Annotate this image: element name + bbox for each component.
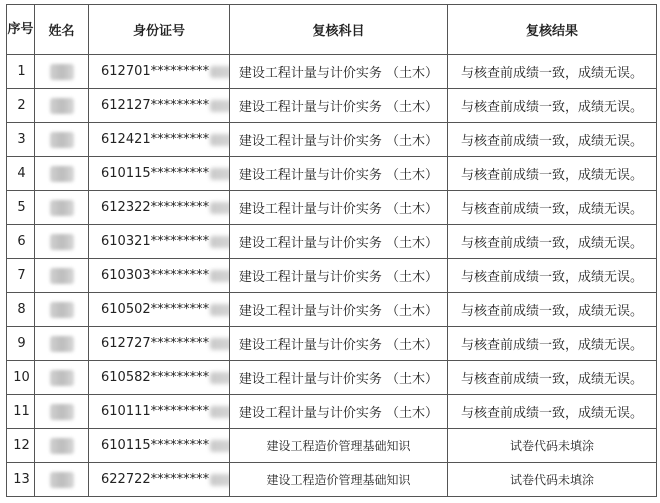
row-subject: 建设工程计量与计价实务 （土木） — [230, 259, 448, 293]
row-id-text: 612322********* — [101, 200, 210, 215]
row-seq: 2 — [7, 89, 35, 123]
row-name — [35, 89, 89, 123]
row-subject: 建设工程计量与计价实务 （土木） — [230, 89, 448, 123]
row-result: 与核查前成绩一致，成绩无误。 — [448, 361, 657, 395]
table-row — [7, 123, 657, 157]
table-row — [7, 429, 657, 463]
table-row — [7, 327, 657, 361]
redacted-id-suffix — [210, 440, 229, 452]
row-name — [35, 463, 89, 497]
row-result: 试卷代码未填涂 — [448, 463, 657, 497]
row-result: 试卷代码未填涂 — [448, 429, 657, 463]
row-id — [89, 395, 230, 429]
row-subject: 建设工程造价管理基础知识 — [230, 463, 448, 497]
row-id-text: 610321********* — [101, 234, 210, 249]
row-id — [89, 259, 230, 293]
table-row — [7, 89, 657, 123]
redacted-id-suffix — [210, 372, 229, 384]
redacted-id-suffix — [210, 236, 229, 248]
row-id-text: 612701********* — [101, 64, 210, 79]
redacted-id-suffix — [210, 66, 229, 78]
row-name — [35, 55, 89, 89]
row-result: 与核查前成绩一致，成绩无误。 — [448, 259, 657, 293]
row-subject: 建设工程造价管理基础知识 — [230, 429, 448, 463]
row-id — [89, 123, 230, 157]
header-result: 复核结果 — [448, 5, 657, 55]
redacted-name — [50, 268, 74, 284]
redacted-id-suffix — [210, 304, 229, 316]
row-result: 与核查前成绩一致，成绩无误。 — [448, 225, 657, 259]
header-seq: 序号 — [7, 5, 35, 55]
row-subject: 建设工程计量与计价实务 （土木） — [230, 157, 448, 191]
redacted-id-suffix — [210, 406, 229, 418]
row-subject: 建设工程计量与计价实务 （土木） — [230, 327, 448, 361]
results-table — [6, 4, 657, 497]
row-seq: 11 — [7, 395, 35, 429]
row-name — [35, 429, 89, 463]
redacted-name — [50, 438, 74, 454]
table-row — [7, 293, 657, 327]
redacted-name — [50, 200, 74, 216]
row-id-text: 610303********* — [101, 268, 210, 283]
row-name — [35, 225, 89, 259]
table-row — [7, 463, 657, 497]
row-id — [89, 429, 230, 463]
row-name — [35, 361, 89, 395]
table-row — [7, 395, 657, 429]
redacted-id-suffix — [210, 168, 229, 180]
row-id — [89, 55, 230, 89]
row-id — [89, 361, 230, 395]
row-result: 与核查前成绩一致，成绩无误。 — [448, 123, 657, 157]
row-id-text: 612127********* — [101, 98, 210, 113]
row-result: 与核查前成绩一致，成绩无误。 — [448, 55, 657, 89]
row-id-text: 610582********* — [101, 370, 210, 385]
redacted-id-suffix — [210, 134, 229, 146]
row-id-text: 610111********* — [101, 404, 210, 419]
row-result: 与核查前成绩一致，成绩无误。 — [448, 395, 657, 429]
row-name — [35, 191, 89, 225]
row-id — [89, 463, 230, 497]
row-subject: 建设工程计量与计价实务 （土木） — [230, 361, 448, 395]
row-seq: 3 — [7, 123, 35, 157]
row-seq: 13 — [7, 463, 35, 497]
header-id: 身份证号 — [89, 5, 230, 55]
table-row — [7, 259, 657, 293]
redacted-id-suffix — [210, 474, 229, 486]
row-id-text: 610115********* — [101, 166, 210, 181]
row-name — [35, 259, 89, 293]
redacted-id-suffix — [210, 100, 229, 112]
row-subject: 建设工程计量与计价实务 （土木） — [230, 225, 448, 259]
row-id-text: 612727********* — [101, 336, 210, 351]
redacted-id-suffix — [210, 270, 229, 282]
row-seq: 12 — [7, 429, 35, 463]
row-result: 与核查前成绩一致，成绩无误。 — [448, 157, 657, 191]
row-subject: 建设工程计量与计价实务 （土木） — [230, 191, 448, 225]
redacted-name — [50, 132, 74, 148]
header-subject: 复核科目 — [230, 5, 448, 55]
row-seq: 5 — [7, 191, 35, 225]
table-header-row — [7, 5, 657, 55]
redacted-name — [50, 302, 74, 318]
row-id-text: 610115********* — [101, 438, 210, 453]
redacted-name — [50, 98, 74, 114]
header-name: 姓名 — [35, 5, 89, 55]
row-seq: 1 — [7, 55, 35, 89]
row-id — [89, 89, 230, 123]
redacted-name — [50, 64, 74, 80]
table-row — [7, 157, 657, 191]
redacted-name — [50, 472, 74, 488]
table-row — [7, 225, 657, 259]
row-seq: 4 — [7, 157, 35, 191]
redacted-id-suffix — [210, 338, 229, 350]
row-id-text: 612421********* — [101, 132, 210, 147]
table-row — [7, 361, 657, 395]
redacted-name — [50, 370, 74, 386]
row-id — [89, 225, 230, 259]
row-result: 与核查前成绩一致，成绩无误。 — [448, 89, 657, 123]
row-result: 与核查前成绩一致，成绩无误。 — [448, 327, 657, 361]
row-seq: 9 — [7, 327, 35, 361]
row-subject: 建设工程计量与计价实务 （土木） — [230, 55, 448, 89]
row-name — [35, 327, 89, 361]
table-row — [7, 191, 657, 225]
row-name — [35, 157, 89, 191]
row-name — [35, 293, 89, 327]
redacted-name — [50, 166, 74, 182]
row-id — [89, 157, 230, 191]
redacted-name — [50, 234, 74, 250]
table-row — [7, 55, 657, 89]
row-seq: 10 — [7, 361, 35, 395]
row-result: 与核查前成绩一致，成绩无误。 — [448, 191, 657, 225]
row-id — [89, 327, 230, 361]
row-id — [89, 293, 230, 327]
row-seq: 8 — [7, 293, 35, 327]
row-name — [35, 123, 89, 157]
row-subject: 建设工程计量与计价实务 （土木） — [230, 395, 448, 429]
redacted-id-suffix — [210, 202, 229, 214]
redacted-name — [50, 336, 74, 352]
row-subject: 建设工程计量与计价实务 （土木） — [230, 293, 448, 327]
row-id-text: 622722********* — [101, 472, 210, 487]
row-result: 与核查前成绩一致，成绩无误。 — [448, 293, 657, 327]
row-name — [35, 395, 89, 429]
row-seq: 7 — [7, 259, 35, 293]
row-subject: 建设工程计量与计价实务 （土木） — [230, 123, 448, 157]
row-id-text: 610502********* — [101, 302, 210, 317]
redacted-name — [50, 404, 74, 420]
row-id — [89, 191, 230, 225]
row-seq: 6 — [7, 225, 35, 259]
